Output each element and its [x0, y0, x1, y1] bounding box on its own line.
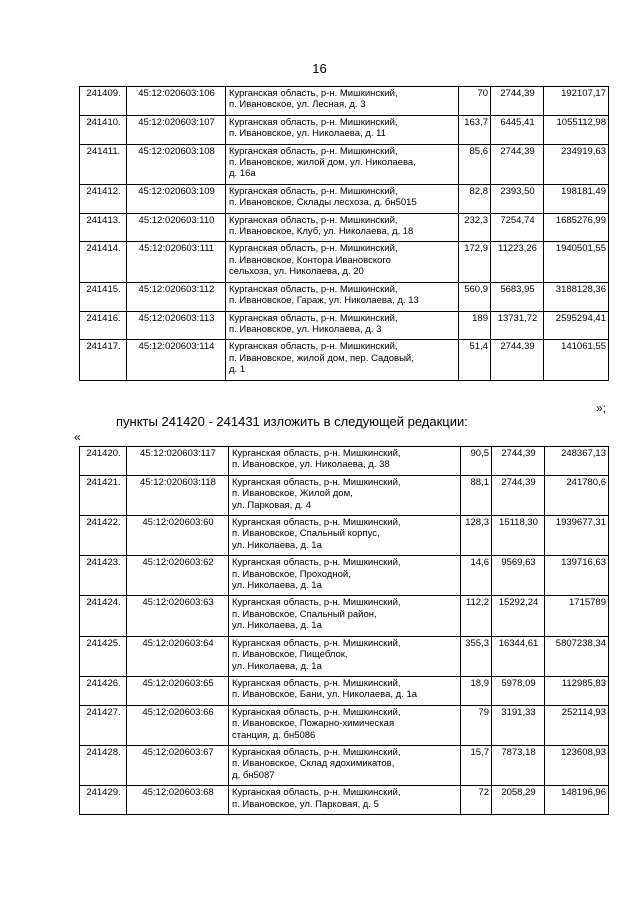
- row-number-cell: 241424.: [80, 596, 127, 636]
- unit-value-cell: 2744,39: [492, 447, 545, 476]
- address-cell: [226, 144, 459, 184]
- cadastral-cost-cell: 241780,6: [545, 475, 609, 515]
- cadastral-cost-cell: 1685276,99: [544, 213, 609, 242]
- cadastral-number-cell: 45:12:020603:60: [127, 516, 229, 556]
- opening-quote-mark: «: [74, 430, 81, 444]
- row-number-cell: 241420.: [80, 447, 127, 476]
- area-cell: 14,6: [461, 556, 492, 596]
- unit-value-cell: 15292,24: [492, 596, 545, 636]
- row-number-cell: 241413.: [80, 213, 127, 242]
- table-row: [80, 636, 609, 676]
- address-line: п. Ивановское, Спальный район,: [232, 608, 377, 620]
- table-row: [80, 745, 609, 785]
- area-cell: 172,9: [459, 242, 491, 282]
- unit-value-cell: 9569,63: [492, 556, 545, 596]
- address-line: Курганская область, р-н. Мишкинский,: [232, 787, 401, 799]
- address-line: Курганская область, р-н. Мишкинский,: [232, 597, 401, 609]
- table-row: [80, 556, 609, 596]
- cadastral-cost-cell: 1055112,98: [544, 115, 609, 144]
- cadastral-cost-cell: 2595294,41: [544, 311, 609, 340]
- address-cell: [226, 87, 459, 116]
- row-number-cell: 241414.: [80, 242, 127, 282]
- unit-value-cell: 7873,18: [492, 745, 545, 785]
- area-cell: 79: [461, 705, 492, 745]
- cadastral-number-cell: 45:12:020603:67: [127, 745, 229, 785]
- unit-value-cell: 2058,29: [492, 786, 545, 815]
- cadastral-cost-cell: 198181,49: [544, 184, 609, 213]
- address-line: д. бн5087: [232, 769, 275, 781]
- table-row: [80, 447, 609, 476]
- property-table-1: [79, 86, 609, 381]
- address-line: п. Ивановское, жилой дом, ул. Николаева,: [229, 157, 416, 169]
- address-line: Курганская область, р-н. Мишкинский,: [232, 557, 401, 569]
- address-cell: [229, 676, 461, 705]
- address-line: д. 1: [229, 364, 246, 376]
- cadastral-number-cell: 45:12:020603:117: [127, 447, 229, 476]
- table-row: [80, 144, 609, 184]
- page-number: 16: [312, 61, 327, 76]
- address-line: п. Ивановское, Проходной,: [232, 568, 351, 580]
- address-line: ул. Николаева, д. 1а: [232, 660, 322, 672]
- area-cell: 163,7: [459, 115, 491, 144]
- unit-value-cell: 2744,39: [492, 475, 545, 515]
- address-cell: [226, 340, 459, 380]
- area-cell: 90,5: [461, 447, 492, 476]
- cadastral-cost-cell: 1939677,31: [545, 516, 609, 556]
- area-cell: 560,9: [459, 282, 491, 311]
- address-line: п. Ивановское, ул. Лесная, д. 3: [229, 99, 366, 111]
- address-line: п. Ивановское, ул. Николаева, д. 3: [229, 323, 382, 335]
- row-number-cell: 241410.: [80, 115, 127, 144]
- area-cell: 189: [459, 311, 491, 340]
- cadastral-cost-cell: 123608,93: [545, 745, 609, 785]
- address-line: Курганская область, р-н. Мишкинский,: [232, 517, 401, 529]
- address-line: ул. Парковая, д. 4: [232, 499, 312, 511]
- cadastral-number-cell: 45:12:020603:66: [127, 705, 229, 745]
- row-number-cell: 241428.: [80, 745, 127, 785]
- cadastral-number-cell: 45:12:020603:68: [127, 786, 229, 815]
- table-row: [80, 311, 609, 340]
- cadastral-number-cell: 45:12:020603:114: [127, 340, 226, 380]
- area-cell: 51,4: [459, 340, 491, 380]
- row-number-cell: 241409.: [80, 87, 127, 116]
- cadastral-number-cell: 45:12:020603:63: [127, 596, 229, 636]
- cadastral-number-cell: 45:12:020603:106: [127, 87, 226, 116]
- table-row: [80, 340, 609, 380]
- area-cell: 82,8: [459, 184, 491, 213]
- cadastral-cost-cell: 5807238,34: [545, 636, 609, 676]
- address-cell: [226, 311, 459, 340]
- address-line: п. Ивановское, Жилой дом,: [232, 488, 353, 500]
- address-line: Курганская область, р-н. Мишкинский,: [232, 637, 401, 649]
- address-line: Курганская область, р-н. Мишкинский,: [232, 476, 401, 488]
- unit-value-cell: 3191,33: [492, 705, 545, 745]
- cadastral-cost-cell: 234919,63: [544, 144, 609, 184]
- row-number-cell: 241421.: [80, 475, 127, 515]
- cadastral-cost-cell: 3188128,36: [544, 282, 609, 311]
- cadastral-cost-cell: 112985,83: [545, 676, 609, 705]
- cadastral-number-cell: 45:12:020603:112: [127, 282, 226, 311]
- table-row: [80, 282, 609, 311]
- address-line: д. 16а: [229, 168, 256, 180]
- area-cell: 128,3: [461, 516, 492, 556]
- address-line: ул. Николаева, д. 1а: [232, 580, 322, 592]
- cadastral-cost-cell: 148196,96: [545, 786, 609, 815]
- address-cell: [229, 636, 461, 676]
- address-cell: [226, 115, 459, 144]
- cadastral-number-cell: 45:12:020603:108: [127, 144, 226, 184]
- address-line: Курганская область, р-н. Мишкинский,: [229, 145, 398, 157]
- address-line: Курганская область, р-н. Мишкинский,: [229, 243, 398, 255]
- address-line: сельхоза, ул. Николаева, д. 20: [229, 266, 364, 278]
- address-line: станция, д. бн5086: [232, 729, 316, 741]
- area-cell: 15,7: [461, 745, 492, 785]
- row-number-cell: 241426.: [80, 676, 127, 705]
- unit-value-cell: 5683,95: [491, 282, 544, 311]
- cadastral-number-cell: 45:12:020603:110: [127, 213, 226, 242]
- address-cell: [226, 282, 459, 311]
- address-line: п. Ивановское, Контора Ивановского: [229, 254, 391, 266]
- unit-value-cell: 2744,39: [491, 340, 544, 380]
- address-line: п. Ивановское, Склад ядохимикатов,: [232, 758, 395, 770]
- cadastral-number-cell: 45:12:020603:109: [127, 184, 226, 213]
- table-row: [80, 516, 609, 556]
- property-table-2: [79, 446, 609, 815]
- address-line: п. Ивановское, Бани, ул. Николаева, д. 1а: [232, 689, 418, 701]
- table-row: [80, 184, 609, 213]
- address-cell: [226, 213, 459, 242]
- address-cell: [229, 556, 461, 596]
- area-cell: 88,1: [461, 475, 492, 515]
- area-cell: 355,3: [461, 636, 492, 676]
- unit-value-cell: 5978,09: [492, 676, 545, 705]
- table-row: [80, 705, 609, 745]
- row-number-cell: 241422.: [80, 516, 127, 556]
- cadastral-number-cell: 45:12:020603:113: [127, 311, 226, 340]
- address-line: п. Ивановское, ул. Николаева, д. 11: [229, 128, 386, 140]
- address-cell: [226, 184, 459, 213]
- unit-value-cell: 7254,74: [491, 213, 544, 242]
- row-number-cell: 241429.: [80, 786, 127, 815]
- address-line: п. Ивановское, жилой дом, пер. Садовый,: [229, 352, 414, 364]
- table-row: [80, 475, 609, 515]
- cadastral-cost-cell: 141061,55: [544, 340, 609, 380]
- table-row: [80, 115, 609, 144]
- address-line: Курганская область, р-н. Мишкинский,: [229, 116, 398, 128]
- address-line: Курганская область, р-н. Мишкинский,: [229, 185, 398, 197]
- address-cell: [229, 447, 461, 476]
- address-line: п. Ивановское, Гараж, ул. Николаева, д. 13: [229, 295, 419, 307]
- address-line: п. Ивановское, Пожарно-химическая: [232, 718, 395, 730]
- address-line: ул. Николаева, д. 1а: [232, 620, 322, 632]
- amendment-instruction: пункты 241420 - 241431 изложить в следующей редакции:: [116, 414, 468, 429]
- unit-value-cell: 2393,50: [491, 184, 544, 213]
- area-cell: 70: [459, 87, 491, 116]
- address-line: Курганская область, р-н. Мишкинский,: [232, 746, 401, 758]
- address-cell: [226, 242, 459, 282]
- table-body: [80, 87, 609, 381]
- unit-value-cell: 6445,41: [491, 115, 544, 144]
- table-row: [80, 242, 609, 282]
- unit-value-cell: 15118,30: [492, 516, 545, 556]
- address-line: Курганская область, р-н. Мишкинский,: [229, 341, 398, 353]
- cadastral-cost-cell: 192107,17: [544, 87, 609, 116]
- cadastral-number-cell: 45:12:020603:62: [127, 556, 229, 596]
- closing-quote-mark: »;: [596, 401, 607, 415]
- cadastral-cost-cell: 248367,13: [545, 447, 609, 476]
- table-row: [80, 676, 609, 705]
- unit-value-cell: 2744,39: [491, 87, 544, 116]
- address-line: Курганская область, р-н. Мишкинский,: [232, 448, 401, 459]
- row-number-cell: 241425.: [80, 636, 127, 676]
- area-cell: 72: [461, 786, 492, 815]
- cadastral-cost-cell: 252114,93: [545, 705, 609, 745]
- area-cell: 18,9: [461, 676, 492, 705]
- area-cell: 85,6: [459, 144, 491, 184]
- table-row: [80, 786, 609, 815]
- unit-value-cell: 2744,39: [491, 144, 544, 184]
- address-line: п. Ивановское, Склады лесхоза, д. бн5015: [229, 197, 417, 209]
- unit-value-cell: 13731,72: [491, 311, 544, 340]
- table-body: [80, 447, 609, 815]
- row-number-cell: 241412.: [80, 184, 127, 213]
- cadastral-number-cell: 45:12:020603:118: [127, 475, 229, 515]
- row-number-cell: 241427.: [80, 705, 127, 745]
- address-line: Курганская область, р-н. Мишкинский,: [232, 706, 401, 718]
- table-row: [80, 213, 609, 242]
- cadastral-number-cell: 45:12:020603:111: [127, 242, 226, 282]
- cadastral-number-cell: 45:12:020603:65: [127, 676, 229, 705]
- area-cell: 232,3: [459, 213, 491, 242]
- address-line: ул. Николаева, д. 1а: [232, 539, 322, 551]
- address-line: Курганская область, р-н. Мишкинский,: [229, 88, 398, 99]
- row-number-cell: 241415.: [80, 282, 127, 311]
- row-number-cell: 241423.: [80, 556, 127, 596]
- cadastral-cost-cell: 1940501,55: [544, 242, 609, 282]
- address-cell: [229, 596, 461, 636]
- address-cell: [229, 516, 461, 556]
- row-number-cell: 241411.: [80, 144, 127, 184]
- address-line: Курганская область, р-н. Мишкинский,: [232, 677, 401, 689]
- cadastral-cost-cell: 1715789: [545, 596, 609, 636]
- cadastral-cost-cell: 139716,63: [545, 556, 609, 596]
- table-row: [80, 87, 609, 116]
- address-line: п. Ивановское, ул. Николаева, д. 38: [232, 459, 390, 471]
- address-line: п. Ивановское, Спальный корпус,: [232, 528, 380, 540]
- address-cell: [229, 786, 461, 815]
- address-line: п. Ивановское, Клуб, ул. Николаева, д. 18: [229, 226, 414, 238]
- cadastral-number-cell: 45:12:020603:64: [127, 636, 229, 676]
- address-cell: [229, 705, 461, 745]
- address-line: Курганская область, р-н. Мишкинский,: [229, 312, 398, 324]
- address-line: Курганская область, р-н. Мишкинский,: [229, 283, 398, 295]
- row-number-cell: 241416.: [80, 311, 127, 340]
- unit-value-cell: 11223,26: [491, 242, 544, 282]
- area-cell: 112,2: [461, 596, 492, 636]
- address-line: п. Ивановское, Пищеблок,: [232, 649, 348, 661]
- address-line: Курганская область, р-н. Мишкинский,: [229, 214, 398, 226]
- address-line: п. Ивановское, ул. Парковая, д. 5: [232, 798, 379, 810]
- row-number-cell: 241417.: [80, 340, 127, 380]
- cadastral-number-cell: 45:12:020603:107: [127, 115, 226, 144]
- table-row: [80, 596, 609, 636]
- address-cell: [229, 745, 461, 785]
- unit-value-cell: 16344,61: [492, 636, 545, 676]
- address-cell: [229, 475, 461, 515]
